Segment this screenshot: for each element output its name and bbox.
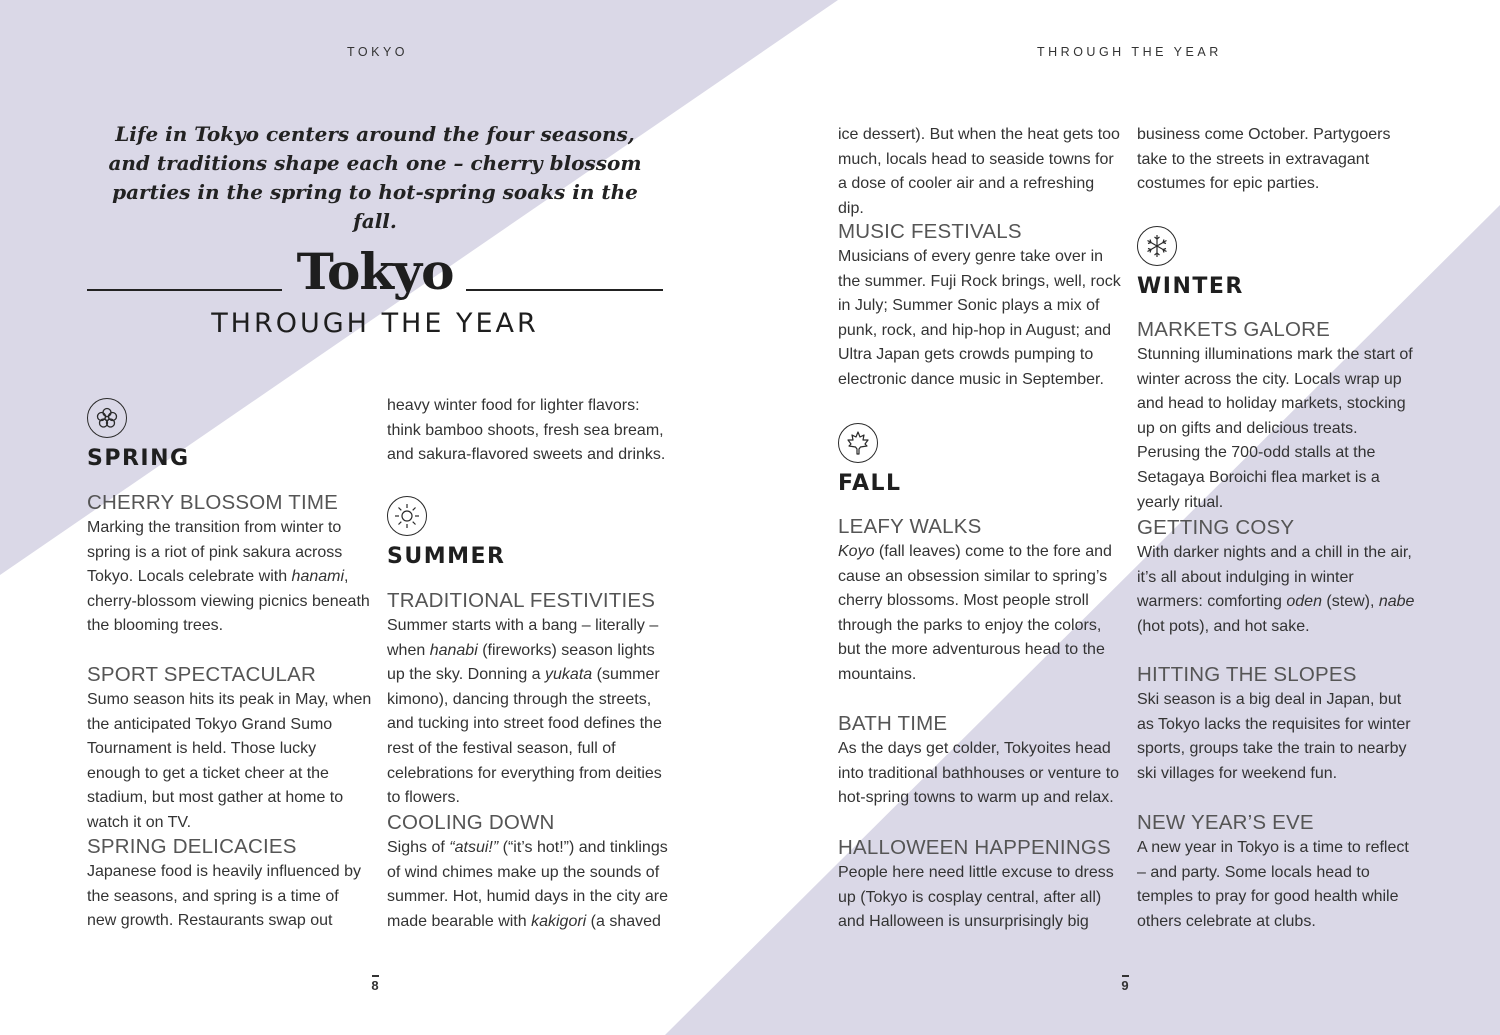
bath-heading: BATH TIME: [838, 712, 948, 735]
flower-icon: [87, 398, 127, 438]
music-block: [838, 219, 1123, 393]
markets-heading: MARKETS GALORE: [1137, 318, 1331, 341]
newyear-block: [1137, 810, 1422, 934]
delicacies-text-continued: heavy winter food for lighter flavors: think bamboo shoots, fresh sea bream, and sakura-flavored sweets and drinks.: [387, 397, 666, 464]
festivities-block: [387, 588, 672, 811]
halloween-heading: HALLOWEEN HAPPENINGS: [838, 836, 1111, 859]
bath-text: As the days get colder, Tokyoites head into traditional bathhouses or venture to hot-spring towns to warm up and relax.: [838, 740, 1120, 807]
leafy-text: Koyo (fall leaves) come to the fore and cause an obsession similar to spring’s cherry blossoms. Most people stroll through the parks to enjoy the colors, but the more adventurous head to the mountains.: [838, 543, 1112, 683]
markets-text: Stunning illuminations mark the start of winter across the city. Locals wrap up and head to holiday markets, stocking up on gifts and delicious treats. Perusing the 700-odd stalls at the Setagaya Boroichi flea market is a yearly ritual.: [1137, 346, 1413, 511]
intro-text: Life in Tokyo centers around the four seasons, and traditions shape each one – cherry blossom parties in the spring to hot-spring soaks in the fall.: [108, 122, 642, 233]
delicacies-continued: [387, 394, 672, 468]
slopes-heading: HITTING THE SLOPES: [1137, 663, 1357, 686]
page-title: Tokyo: [296, 242, 454, 301]
page-number-right: [1115, 975, 1135, 993]
markets-block: [1137, 317, 1422, 515]
cherry-blossom-block: [87, 490, 372, 639]
spring-title: SPRING: [87, 446, 190, 471]
cooling-text: Sighs of “atsui!” (“it’s hot!”) and tinklings of wind chimes make up the sounds of summer. Hot, humid days in the city are made bearable with kakigori (a shaved: [387, 839, 668, 930]
slopes-block: [1137, 662, 1422, 786]
cosy-block: [1137, 515, 1422, 639]
maple-leaf-icon: [838, 423, 878, 463]
running-head-left: TOKYO: [347, 45, 409, 59]
cherry-blossom-text: Marking the transition from winter to spring is a riot of pink sakura across Tokyo. Locals celebrate with hanami, cherry-blossom viewing picnics beneath the blooming trees.: [87, 519, 370, 635]
halloween-text-continued: business come October. Partygoers take to the streets in extravagant costumes for epic parties.: [1137, 126, 1391, 193]
summer-title: SUMMER: [387, 544, 506, 569]
cooling-text-continued: ice dessert). But when the heat gets too much, locals head to seaside towns for a dose of cooler air and a refreshing dip.: [838, 126, 1120, 217]
spring-section: [87, 398, 372, 471]
bath-block: [838, 711, 1123, 811]
festivities-heading: TRADITIONAL FESTIVITIES: [387, 589, 656, 612]
slopes-text: Ski season is a big deal in Japan, but as Tokyo lacks the requisites for winter sports, groups take the train to nearby ski villages for weekend fun.: [1137, 691, 1411, 782]
newyear-heading: NEW YEAR’S EVE: [1137, 811, 1314, 834]
leafy-heading: LEAFY WALKS: [838, 515, 982, 538]
running-head-right: THROUGH THE YEAR: [1037, 45, 1222, 59]
winter-section: [1137, 226, 1422, 299]
delicacies-heading: SPRING DELICACIES: [87, 835, 297, 858]
halloween-continued: [1137, 123, 1422, 197]
halloween-block: [838, 835, 1123, 935]
sun-icon: [387, 496, 427, 536]
cooling-block: [387, 810, 672, 934]
cooling-continued: [838, 123, 1123, 221]
page-number-right-text: 9: [1121, 977, 1129, 993]
cosy-text: With darker nights and a chill in the air, it’s all about indulging in winter warmers: comforting oden (stew), nabe (hot pots), and hot sake.: [1137, 544, 1415, 635]
halloween-text: People here need little excuse to dress up (Tokyo is cosplay central, after all) and Halloween is unsurprisingly big: [838, 864, 1114, 931]
page-number-bar-right: [1122, 975, 1129, 977]
page-subtitle: THROUGH THE YEAR: [211, 308, 539, 339]
cooling-heading: COOLING DOWN: [387, 811, 555, 834]
delicacies-block: [87, 834, 372, 934]
sport-text: Sumo season hits its peak in May, when the anticipated Tokyo Grand Sumo Tournament is held. Those lucky enough to get a ticket cheer at the stadium, but most gather at home to watch it on TV.: [87, 691, 372, 831]
snowflake-icon: [1137, 226, 1177, 266]
music-text: Musicians of every genre take over in the summer. Fuji Rock brings, well, rock in July; Summer Sonic plays a mix of punk, rock, and hip-hop in August; and Ultra Japan gets crowds pumping to electronic dance music in September.: [838, 248, 1121, 388]
page-number-left: [365, 975, 385, 993]
page-number-left-text: 8: [371, 977, 379, 993]
festivities-text: Summer starts with a bang – literally – when hanabi (fireworks) season lights up the sky. Donning a yukata (summer kimono), dancing through the streets, and tucking into street food defines the rest of the festival season, full of celebrations for everything from deities to flowers.: [387, 617, 662, 807]
sport-block: [87, 662, 372, 836]
newyear-text: A new year in Tokyo is a time to reflect – and party. Some locals head to temples to pray for good health while others celebrate at clubs.: [1137, 839, 1409, 930]
summer-section: [387, 496, 672, 569]
cherry-blossom-heading: CHERRY BLOSSOM TIME: [87, 491, 339, 514]
fall-section: [838, 423, 1123, 496]
sport-heading: SPORT SPECTACULAR: [87, 663, 316, 686]
music-heading: MUSIC FESTIVALS: [838, 220, 1022, 243]
winter-title: WINTER: [1137, 274, 1244, 299]
page-number-bar-left: [372, 975, 379, 977]
fall-title: FALL: [838, 471, 902, 496]
leafy-block: [838, 514, 1123, 688]
cosy-heading: GETTING COSY: [1137, 516, 1295, 539]
delicacies-text: Japanese food is heavily influenced by the seasons, and spring is a time of new growth. Restaurants swap out: [87, 863, 361, 930]
